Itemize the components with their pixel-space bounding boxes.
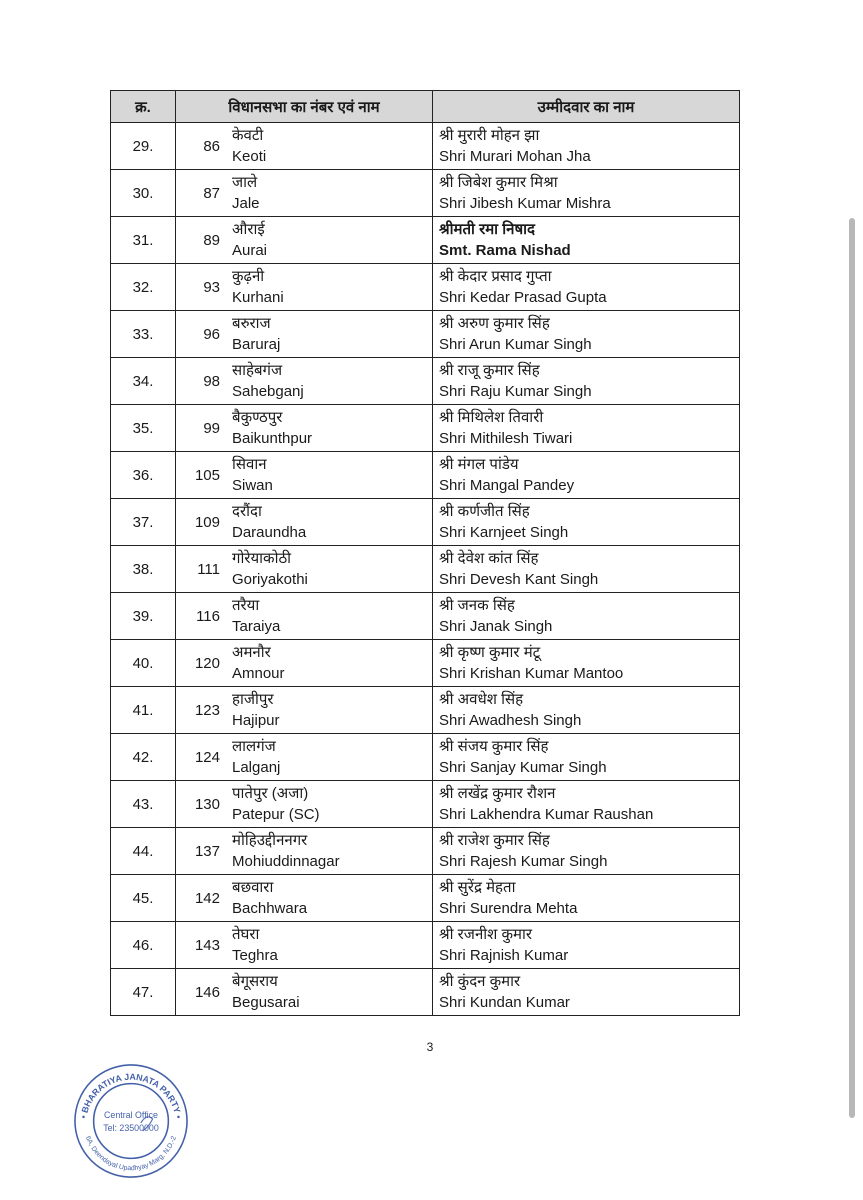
constituency-name-english: Begusarai	[232, 994, 300, 1011]
constituency-name	[228, 358, 433, 405]
table-row	[111, 170, 740, 217]
constituency-number: 143	[176, 922, 229, 969]
table-header-row	[111, 91, 740, 123]
serial-number: 32.	[111, 264, 176, 311]
candidate-name-english: Shri Mithilesh Tiwari	[439, 430, 573, 447]
constituency-name	[228, 264, 433, 311]
candidate-name-english: Shri Kundan Kumar	[439, 994, 570, 1011]
constituency-number: 146	[176, 969, 229, 1016]
serial-number: 38.	[111, 546, 176, 593]
serial-number: 30.	[111, 170, 176, 217]
constituency-name-hindi: बैकुण्ठपुर	[232, 409, 283, 426]
candidate-name	[433, 687, 740, 734]
constituency-name	[228, 123, 433, 170]
constituency-name-hindi: औराई	[232, 221, 265, 238]
constituency-number: 86	[176, 123, 229, 170]
constituency-number: 116	[176, 593, 229, 640]
candidate-name-hindi: श्री मंगल पांडेय	[439, 456, 519, 473]
constituency-name	[228, 828, 433, 875]
constituency-name-english: Aurai	[232, 242, 268, 259]
constituency-name	[228, 969, 433, 1016]
constituency-name-english: Amnour	[232, 665, 285, 682]
serial-number: 35.	[111, 405, 176, 452]
candidate-name	[433, 875, 740, 922]
serial-number: 40.	[111, 640, 176, 687]
constituency-name-english: Goriyakothi	[232, 571, 308, 588]
candidate-name-hindi: श्री कुंदन कुमार	[439, 973, 521, 990]
constituency-name-english: Sahebganj	[232, 383, 304, 400]
constituency-name-hindi: तेघरा	[232, 926, 260, 943]
table-body	[111, 123, 740, 1016]
table-row	[111, 781, 740, 828]
candidate-table	[110, 90, 740, 1016]
serial-number: 29.	[111, 123, 176, 170]
seal-ring-address: 6A, Deendayal Upadhyay Marg, N.D.-2	[84, 1135, 178, 1173]
serial-number: 36.	[111, 452, 176, 499]
serial-number: 33.	[111, 311, 176, 358]
table-row	[111, 123, 740, 170]
scrollbar[interactable]	[849, 218, 855, 1118]
candidate-name-english: Shri Mangal Pandey	[439, 477, 575, 494]
candidate-name	[433, 734, 740, 781]
candidate-name-hindi: श्री कर्णजीत सिंह	[439, 503, 530, 520]
constituency-name-hindi: तरैया	[232, 597, 260, 614]
candidate-name-hindi: श्री अवधेश सिंह	[439, 691, 524, 708]
candidate-name	[433, 217, 740, 264]
candidate-name-english: Shri Kedar Prasad Gupta	[439, 289, 607, 306]
constituency-name-hindi: सिवान	[232, 456, 267, 473]
constituency-name	[228, 170, 433, 217]
constituency-name	[228, 734, 433, 781]
serial-number: 45.	[111, 875, 176, 922]
serial-number: 42.	[111, 734, 176, 781]
candidate-name-hindi: श्री मिथिलेश तिवारी	[439, 409, 544, 426]
constituency-name-hindi: बेगूसराय	[232, 973, 278, 990]
candidate-name	[433, 405, 740, 452]
candidate-name-hindi: श्री सुरेंद्र मेहता	[439, 879, 516, 896]
serial-number: 37.	[111, 499, 176, 546]
constituency-name-english: Patepur (SC)	[232, 806, 320, 823]
candidate-name-english: Smt. Rama Nishad	[439, 242, 571, 259]
candidate-name-hindi: श्री जनक सिंह	[439, 597, 515, 614]
constituency-name-hindi: पातेपुर (अजा)	[232, 785, 309, 802]
constituency-name-hindi: गोरेयाकोठी	[232, 550, 292, 567]
table-row	[111, 217, 740, 264]
constituency-number: 89	[176, 217, 229, 264]
candidate-name-english: Shri Jibesh Kumar Mishra	[439, 195, 611, 212]
candidate-name-hindi: श्री संजय कुमार सिंह	[439, 738, 549, 755]
constituency-number: 87	[176, 170, 229, 217]
constituency-number: 93	[176, 264, 229, 311]
table-row	[111, 969, 740, 1016]
constituency-name	[228, 452, 433, 499]
constituency-name	[228, 546, 433, 593]
seal-ring-text: • BHARATIYA JANATA PARTY •	[78, 1071, 184, 1120]
table-row	[111, 687, 740, 734]
candidate-name	[433, 969, 740, 1016]
constituency-number: 130	[176, 781, 229, 828]
constituency-name-hindi: जाले	[232, 174, 258, 191]
serial-number: 43.	[111, 781, 176, 828]
constituency-name-hindi: बरुराज	[232, 315, 271, 332]
table-row	[111, 311, 740, 358]
candidate-name-hindi: श्री जिबेश कुमार मिश्रा	[439, 174, 558, 191]
serial-number: 44.	[111, 828, 176, 875]
candidate-name-hindi: श्री रजनीश कुमार	[439, 926, 533, 943]
candidate-name-english: Shri Awadhesh Singh	[439, 712, 582, 729]
candidate-name-hindi: श्री अरुण कुमार सिंह	[439, 315, 550, 332]
candidate-name	[433, 123, 740, 170]
table-row	[111, 546, 740, 593]
candidate-name-english: Shri Krishan Kumar Mantoo	[439, 665, 624, 682]
constituency-name-hindi: मोहिउद्दीननगर	[232, 832, 308, 849]
constituency-name-hindi: हाजीपुर	[232, 691, 274, 708]
constituency-name	[228, 499, 433, 546]
constituency-name-hindi: बछवारा	[232, 879, 274, 896]
constituency-name-hindi: दरौंदा	[232, 503, 262, 520]
candidate-name-english: Shri Karnjeet Singh	[439, 524, 569, 541]
constituency-name-hindi: लालगंज	[232, 738, 276, 755]
candidate-name-english: Shri Lakhendra Kumar Raushan	[439, 806, 654, 823]
constituency-name-hindi: अमनौर	[232, 644, 271, 661]
constituency-number: 120	[176, 640, 229, 687]
constituency-name-english: Lalganj	[232, 759, 281, 776]
candidate-name	[433, 264, 740, 311]
candidate-name	[433, 781, 740, 828]
candidate-name	[433, 640, 740, 687]
candidate-name-english: Shri Murari Mohan Jha	[439, 148, 591, 165]
table-row	[111, 405, 740, 452]
constituency-name	[228, 875, 433, 922]
constituency-name-english: Baikunthpur	[232, 430, 313, 447]
candidate-name-english: Shri Rajesh Kumar Singh	[439, 853, 608, 870]
serial-number: 31.	[111, 217, 176, 264]
candidate-name	[433, 499, 740, 546]
candidate-name-hindi: श्री मुरारी मोहन झा	[439, 127, 540, 144]
constituency-number: 99	[176, 405, 229, 452]
constituency-name	[228, 405, 433, 452]
table-row	[111, 358, 740, 405]
header-constituency: विधानसभा का नंबर एवं नाम	[176, 91, 433, 123]
constituency-number: 123	[176, 687, 229, 734]
table-row	[111, 875, 740, 922]
constituency-name-english: Taraiya	[232, 618, 281, 635]
constituency-number: 109	[176, 499, 229, 546]
candidate-name-english: Shri Janak Singh	[439, 618, 553, 635]
constituency-name-english: Siwan	[232, 477, 273, 494]
candidate-name	[433, 546, 740, 593]
constituency-number: 137	[176, 828, 229, 875]
constituency-name	[228, 593, 433, 640]
page-number: 3	[426, 1040, 434, 1054]
constituency-name	[228, 687, 433, 734]
candidate-name	[433, 593, 740, 640]
table-row	[111, 828, 740, 875]
constituency-name-english: Bachhwara	[232, 900, 308, 917]
constituency-name-hindi: कुढ़नी	[232, 268, 265, 285]
constituency-number: 142	[176, 875, 229, 922]
candidate-name-hindi: श्रीमती रमा निषाद	[439, 221, 535, 238]
candidate-name	[433, 170, 740, 217]
constituency-number: 96	[176, 311, 229, 358]
constituency-name	[228, 217, 433, 264]
table-row	[111, 734, 740, 781]
constituency-name-english: Jale	[232, 195, 260, 212]
table-row	[111, 640, 740, 687]
table-row	[111, 922, 740, 969]
constituency-name-english: Keoti	[232, 148, 267, 165]
candidate-name-hindi: श्री राजेश कुमार सिंह	[439, 832, 550, 849]
serial-number: 39.	[111, 593, 176, 640]
candidate-name-english: Shri Raju Kumar Singh	[439, 383, 592, 400]
serial-number: 47.	[111, 969, 176, 1016]
table-row	[111, 452, 740, 499]
constituency-name	[228, 781, 433, 828]
candidate-name-english: Shri Sanjay Kumar Singh	[439, 759, 607, 776]
serial-number: 46.	[111, 922, 176, 969]
candidate-name	[433, 922, 740, 969]
candidate-name-hindi: श्री देवेश कांत सिंह	[439, 550, 539, 567]
table-row	[111, 593, 740, 640]
constituency-name-hindi: केवटी	[232, 127, 264, 144]
constituency-name-english: Daraundha	[232, 524, 307, 541]
constituency-number: 124	[176, 734, 229, 781]
constituency-number: 98	[176, 358, 229, 405]
constituency-name-english: Kurhani	[232, 289, 284, 306]
constituency-name	[228, 640, 433, 687]
candidate-name-hindi: श्री केदार प्रसाद गुप्ता	[439, 268, 552, 285]
candidate-name	[433, 452, 740, 499]
constituency-name-english: Mohiuddinnagar	[232, 853, 340, 870]
constituency-name-english: Teghra	[232, 947, 278, 964]
constituency-name-english: Hajipur	[232, 712, 280, 729]
constituency-name-hindi: साहेबगंज	[232, 362, 283, 379]
candidate-name	[433, 828, 740, 875]
candidate-name-hindi: श्री राजू कुमार सिंह	[439, 362, 540, 379]
constituency-name-english: Baruraj	[232, 336, 281, 353]
candidate-name-english: Shri Devesh Kant Singh	[439, 571, 599, 588]
table-row	[111, 264, 740, 311]
candidate-name	[433, 311, 740, 358]
header-candidate: उम्मीदवार का नाम	[433, 91, 740, 123]
constituency-number: 111	[176, 546, 229, 593]
seal-line-2: Tel: 23500000	[103, 1122, 159, 1133]
candidate-name-english: Shri Rajnish Kumar	[439, 947, 569, 964]
serial-number: 41.	[111, 687, 176, 734]
candidate-name-english: Shri Surendra Mehta	[439, 900, 578, 917]
party-seal-stamp	[72, 1062, 190, 1180]
candidate-name-hindi: श्री कृष्ण कुमार मंटू	[439, 644, 541, 661]
seal-line-1: Central Office	[104, 1110, 158, 1121]
table-row	[111, 499, 740, 546]
constituency-number: 105	[176, 452, 229, 499]
header-serial: क्र.	[111, 91, 176, 123]
serial-number: 34.	[111, 358, 176, 405]
candidate-name	[433, 358, 740, 405]
constituency-name	[228, 922, 433, 969]
constituency-name	[228, 311, 433, 358]
candidate-name-english: Shri Arun Kumar Singh	[439, 336, 592, 353]
candidate-name-hindi: श्री लखेंद्र कुमार रौशन	[439, 785, 556, 802]
